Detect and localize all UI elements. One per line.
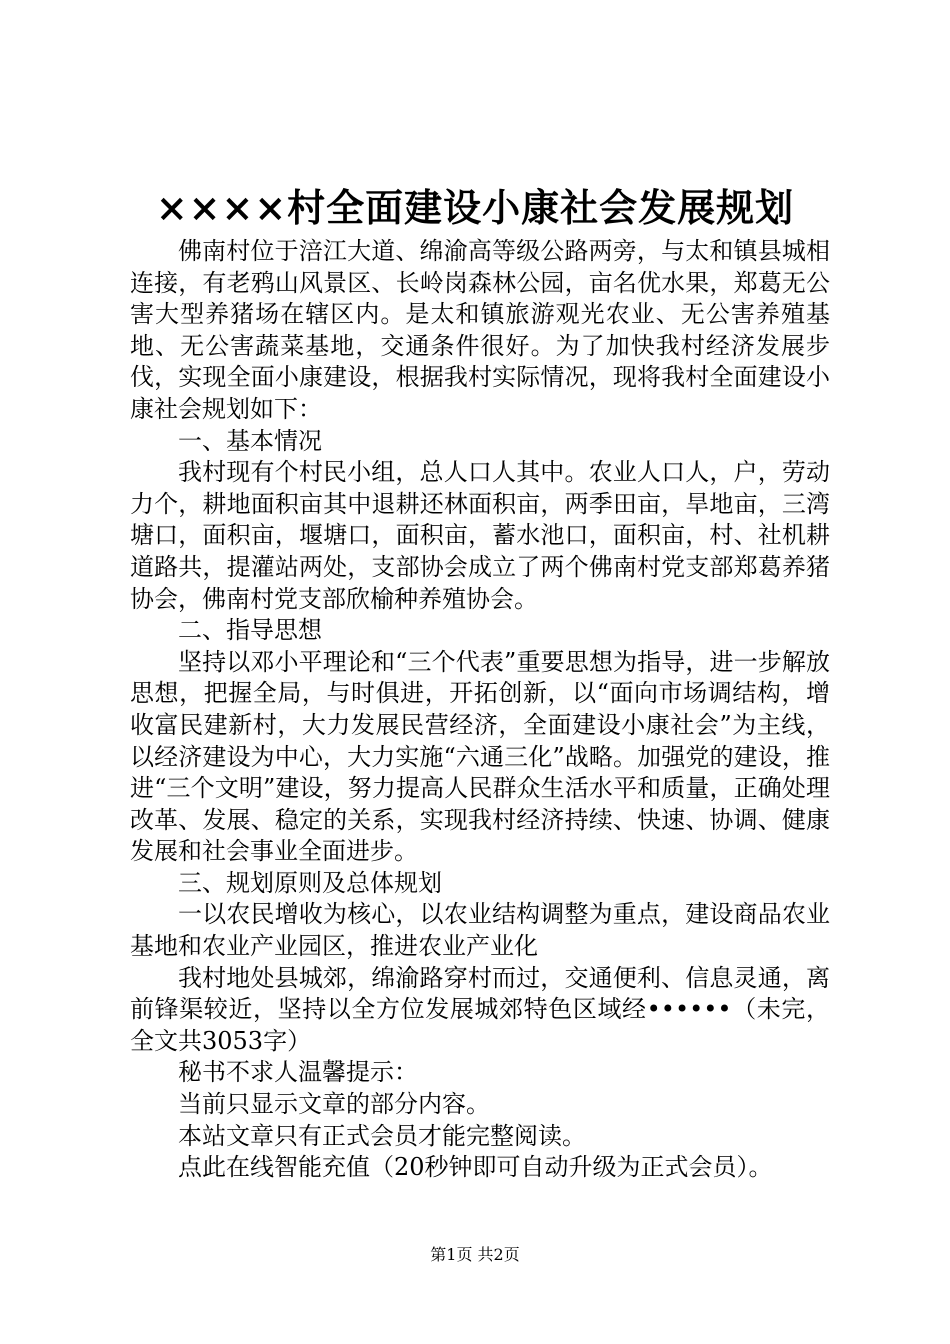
document-body [130, 236, 830, 1184]
notice-members-only: 本站文章只有正式会员才能完整阅读。 [178, 1121, 586, 1150]
recharge-link[interactable]: 点此在线智能充值（20秒钟即可自动升级为正式会员）。 [178, 1153, 773, 1182]
truncated-paragraph: 我村地处县城郊，绵渝路穿村而过，交通便利、信息灵通，离前锋渠较近，坚持以全方位发展城郊特色区域经••••••（未完，全文共3053字） [130, 963, 830, 1055]
notice-heading: 秘书不求人温馨提示： [178, 1058, 418, 1087]
section-heading-basic-situation: 一、基本情况 [178, 426, 322, 455]
page-number: 第1页 共2页 [430, 1245, 520, 1264]
section-body-planning-principles: 一以农民增收为核心，以农业结构调整为重点，建设商品农业基地和农业产业园区，推进农业产业化 [130, 900, 830, 961]
section-heading-planning-principles: 三、规划原则及总体规划 [178, 868, 442, 897]
document-title: ××××村全面建设小康社会发展规划 [155, 185, 795, 230]
intro-paragraph: 佛南村位于涪江大道、绵渝高等级公路两旁，与太和镇县城相连接，有老鸦山风景区、长岭岗森林公园，亩名优水果，郑葛无公害大型养猪场在辖区内。是太和镇旅游观光农业、无公害养殖基地、无公害蔬菜基地，交通条件很好。为了加快我村经济发展步伐，实现全面小康建设，根据我村实际情况，现将我村全面建设小康社会规划如下： [130, 237, 830, 423]
notice-partial-content: 当前只显示文章的部分内容。 [178, 1090, 490, 1119]
section-heading-guiding-ideology: 二、指导思想 [178, 616, 322, 645]
section-body-guiding-ideology: 坚持以邓小平理论和“三个代表”重要思想为指导，进一步解放思想，把握全局，与时俱进，开拓创新，以“面向市场调结构，增收富民建新村，大力发展民营经济，全面建设小康社会”为主线，以经济建设为中心，大力实施“六通三化”战略。加强党的建设，推进“三个文明”建设，努力提高人民群众生活水平和质量，正确处理改革、发展、稳定的关系，实现我村经济持续、快速、协调、健康发展和社会事业全面进步。 [130, 647, 830, 866]
section-body-basic-situation: 我村现有个村民小组，总人口人其中。农业人口人，户，劳动力个，耕地面积亩其中退耕还林面积亩，两季田亩，旱地亩，三湾塘口，面积亩，堰塘口，面积亩，蓄水池口，面积亩，村、社机耕道路共，提灌站两处，支部协会成立了两个佛南村党支部郑葛养猪协会，佛南村党支部欣榆种养殖协会。 [130, 458, 830, 613]
